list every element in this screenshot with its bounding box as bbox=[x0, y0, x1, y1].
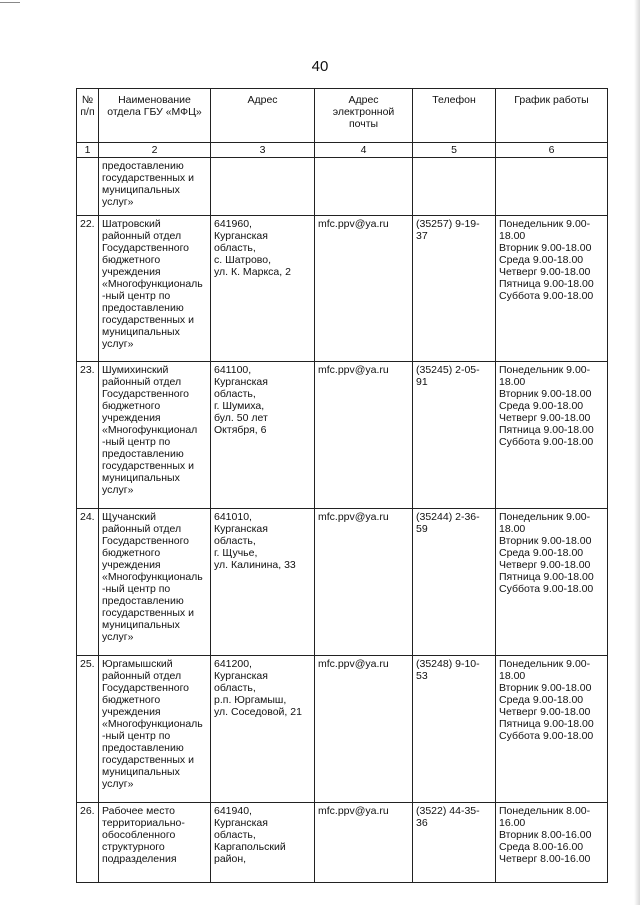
hours-line: Вторник 9.00-18.00 bbox=[499, 682, 592, 694]
table-row bbox=[77, 803, 608, 883]
hours-line: Вторник 9.00-18.00 bbox=[499, 535, 592, 547]
cell-hours bbox=[496, 803, 608, 883]
page-number: 40 bbox=[311, 58, 329, 75]
cell-name: Рабочее место территориально- обособленного структурного подразделения bbox=[99, 803, 211, 883]
header-number: № п/п bbox=[77, 89, 99, 143]
cell-address: 641940, Курганская область, Каргапольский район, bbox=[211, 803, 315, 883]
table-row bbox=[77, 216, 608, 362]
hours-line: 18.00 bbox=[499, 376, 526, 388]
hours-line: Пятница 9.00-18.00 bbox=[499, 278, 594, 290]
hours-line: 18.00 bbox=[499, 230, 526, 242]
cell-number bbox=[77, 158, 99, 216]
cell-address bbox=[211, 158, 315, 216]
cell-email: mfc.ppv@ya.ru bbox=[315, 509, 413, 656]
header-hours: График работы bbox=[496, 89, 608, 143]
hours-line: Четверг 8.00-16.00 bbox=[499, 853, 591, 865]
column-number: 3 bbox=[211, 143, 315, 158]
hours-line: Пятница 9.00-18.00 bbox=[499, 718, 594, 730]
hours-line: Пятница 9.00-18.00 bbox=[499, 424, 594, 436]
cell-email: mfc.ppv@ya.ru bbox=[315, 362, 413, 509]
hours-line: Понедельник 9.00- bbox=[499, 511, 591, 523]
cell-hours bbox=[496, 158, 608, 216]
header-address: Адрес bbox=[211, 89, 315, 143]
header-name: Наименование отдела ГБУ «МФЦ» bbox=[99, 89, 211, 143]
cell-number: 24. bbox=[77, 509, 99, 656]
continuation-row bbox=[77, 158, 608, 216]
table-row bbox=[77, 362, 608, 509]
cell-name: Шумихинский районный отдел Государственного бюджетного учреждения «Многофункционал -ный центр по предоставлению государственных и муниципальных услуг» bbox=[99, 362, 211, 509]
cell-phone: (35245) 2-05- 91 bbox=[413, 362, 496, 509]
hours-line: Четверг 9.00-18.00 bbox=[499, 559, 591, 571]
hours-line: Суббота 9.00-18.00 bbox=[499, 730, 594, 742]
scan-edge-shadow bbox=[634, 0, 640, 905]
column-number: 4 bbox=[315, 143, 413, 158]
cell-hours bbox=[496, 216, 608, 362]
cell-number: 22. bbox=[77, 216, 99, 362]
hours-line: Пятница 9.00-18.00 bbox=[499, 571, 594, 583]
hours-line: Среда 9.00-18.00 bbox=[499, 254, 584, 266]
cell-name: Шатровский районный отдел Государственного бюджетного учреждения «Многофункциональ -ный центр по предоставлению государственных и муниципальных услуг» bbox=[99, 216, 211, 362]
hours-line: Среда 9.00-18.00 bbox=[499, 400, 584, 412]
cell-email: mfc.ppv@ya.ru bbox=[315, 803, 413, 883]
hours-line: Среда 9.00-18.00 bbox=[499, 547, 584, 559]
cell-name: предоставлению государственных и муниципальных услуг» bbox=[99, 158, 211, 216]
cell-hours bbox=[496, 656, 608, 803]
cell-address: 641960, Курганская область, с. Шатрово, ул. К. Маркса, 2 bbox=[211, 216, 315, 362]
hours-line: Вторник 9.00-18.00 bbox=[499, 242, 592, 254]
cell-hours bbox=[496, 362, 608, 509]
hours-line: Четверг 9.00-18.00 bbox=[499, 412, 591, 424]
hours-line: Четверг 9.00-18.00 bbox=[499, 266, 591, 278]
cell-email bbox=[315, 158, 413, 216]
hours-line: Суббота 9.00-18.00 bbox=[499, 290, 594, 302]
hours-line: 18.00 bbox=[499, 670, 526, 682]
hours-line: Понедельник 9.00- bbox=[499, 218, 591, 230]
cell-name: Юргамышский районный отдел Государственного бюджетного учреждения «Многофункциональ -ный центр по предоставлению государственных и муниципальных услуг» bbox=[99, 656, 211, 803]
cell-hours bbox=[496, 509, 608, 656]
cell-phone: (35244) 2-36- 59 bbox=[413, 509, 496, 656]
hours-line: Вторник 9.00-18.00 bbox=[499, 388, 592, 400]
table-row bbox=[77, 509, 608, 656]
hours-line: Понедельник 8.00- bbox=[499, 805, 591, 817]
hours-line: 16.00 bbox=[499, 817, 526, 829]
cell-number: 23. bbox=[77, 362, 99, 509]
header-row bbox=[77, 89, 608, 143]
cell-number: 25. bbox=[77, 656, 99, 803]
hours-line: Понедельник 9.00- bbox=[499, 364, 591, 376]
cell-address: 641200, Курганская область, р.п. Юргамыш, ул. Соседовой, 21 bbox=[211, 656, 315, 803]
table-row bbox=[77, 656, 608, 803]
hours-line: Суббота 9.00-18.00 bbox=[499, 436, 594, 448]
hours-line: 18.00 bbox=[499, 523, 526, 535]
hours-line: Понедельник 9.00- bbox=[499, 658, 591, 670]
cell-address: 641010, Курганская область, г. Щучье, ул. Калинина, 33 bbox=[211, 509, 315, 656]
column-number: 1 bbox=[77, 143, 99, 158]
column-number: 6 bbox=[496, 143, 608, 158]
column-number: 2 bbox=[99, 143, 211, 158]
hours-line: Среда 8.00-16.00 bbox=[499, 841, 584, 853]
hours-line: Вторник 8.00-16.00 bbox=[499, 829, 592, 841]
scan-artifact bbox=[0, 2, 20, 6]
offices-table bbox=[76, 88, 608, 883]
cell-email: mfc.ppv@ya.ru bbox=[315, 216, 413, 362]
cell-phone bbox=[413, 158, 496, 216]
hours-line: Суббота 9.00-18.00 bbox=[499, 583, 594, 595]
cell-number: 26. bbox=[77, 803, 99, 883]
cell-phone: (35257) 9-19- 37 bbox=[413, 216, 496, 362]
hours-line: Среда 9.00-18.00 bbox=[499, 694, 584, 706]
column-number-row bbox=[77, 143, 608, 158]
cell-address: 641100, Курганская область, г. Шумиха, бул. 50 лет Октября, 6 bbox=[211, 362, 315, 509]
cell-name: Щучанский районный отдел Государственного бюджетного учреждения «Многофункциональ -ный центр по предоставлению государственных и муниципальных услуг» bbox=[99, 509, 211, 656]
header-phone: Телефон bbox=[413, 89, 496, 143]
cell-phone: (3522) 44-35- 36 bbox=[413, 803, 496, 883]
column-number: 5 bbox=[413, 143, 496, 158]
header-email: Адрес электронной почты bbox=[315, 89, 413, 143]
hours-line: Четверг 9.00-18.00 bbox=[499, 706, 591, 718]
cell-phone: (35248) 9-10- 53 bbox=[413, 656, 496, 803]
cell-email: mfc.ppv@ya.ru bbox=[315, 656, 413, 803]
